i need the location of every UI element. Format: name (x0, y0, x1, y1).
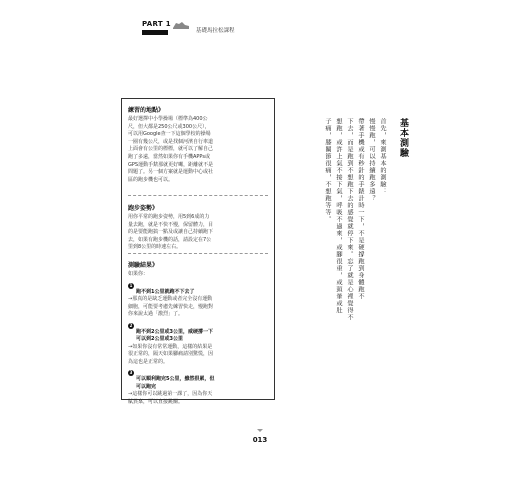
result-question-text: 跑不到1公里就跑不下去了 (136, 289, 195, 295)
text-line: 下去，而是跑到不想跑下去的感覺就停下來。忘了就是心裡覺得不 (346, 118, 353, 321)
running-header (142, 18, 342, 40)
location-title: 練習的地點》 (128, 107, 165, 114)
result-question (128, 369, 268, 391)
result-answer: →這樣你可以跳過第一課了，因為你天 賦異稟，可以直接跳關。 (128, 391, 213, 405)
series-title: 基礎馬拉松課程 (196, 28, 235, 34)
result-answer: →那真的是缺乏運動或者完全沒有運動 細胞，可能要考慮先練習快走，慢跑對 你來說太過「激烈」了。 (128, 296, 214, 318)
result-item (128, 282, 268, 319)
number-badge: 3 (129, 370, 133, 376)
posture-title: 跑步姿勢》 (128, 205, 159, 212)
number-badge: 2 (129, 322, 133, 328)
part-bar (142, 30, 168, 35)
result-item (128, 322, 268, 366)
number-badge: 1 (129, 282, 133, 288)
running-shoe-icon (172, 19, 190, 31)
results-title: 測驗結果》 (128, 262, 159, 269)
result-question (128, 322, 268, 344)
result-question-text: 跑不到2公里或3公里，威硬撐一下 可以到2公里或3公里 (136, 329, 213, 343)
result-question-text: 可以順利跑完5公里，雖然很累，但 可以跑完 (136, 376, 215, 390)
result-item (128, 369, 268, 406)
results-intro: 如果你： (128, 271, 149, 277)
page-number: 013 (252, 436, 268, 444)
posture-text: 用你平常的跑步姿勢，用5到6成的力 量去跑，就是不快不慢，保留體力，目 的是要能跑搞一點及或讓自己持續跑下 去，如果有跑步機的話，請設定在7公 里到8公里的時速左右。 (128, 214, 214, 251)
text-line: 想跑，或許上氣不接下氣，呼吸不過來，或腳很重，或頭暈或肚 (335, 118, 342, 314)
text-line: 帶著手機或有秒針的手錶計時一下，不是硬撐跑到身體跑不 (357, 118, 364, 300)
result-answer: →如果你沒有常常運動，這樣的結果是 很正常的，隔天如果腳痛請別驚慌，因 為這也是正常的。 (128, 343, 214, 365)
divider (128, 253, 268, 254)
part-label: PART 1 (142, 20, 171, 28)
divider (128, 195, 268, 196)
posture-section (128, 203, 268, 252)
page-marker-icon (257, 429, 263, 432)
result-question (128, 282, 268, 297)
main-text (323, 118, 410, 321)
sidebar-box (121, 98, 275, 405)
location-text: 最好選擇中小學操場（標準為400公 尺，但大都是250公尺或300公尺）， 可以用Google查一下這個學校的操場 一圈有幾公尺，或是找個河濱自行車道 上面會有公里的標標，就可以了解自己 跑了多遠，當然如果你有手機APPs或 GPS運動手錶那就更好囉，距離就不是 問題了。另一個方案就是運動中心或社 區的跑步機也可以。 (128, 116, 214, 183)
text-line: 子痛，膝關節很痛，不想跑等等。 (324, 118, 331, 223)
text-line: 首先，來測基本的測驗： (379, 118, 386, 195)
text-line: 慢慢跑，可以持續跑多遠？ (368, 118, 375, 202)
section-title: 基本測驗 (398, 118, 408, 158)
location-section (128, 105, 268, 184)
results-section (128, 260, 268, 406)
